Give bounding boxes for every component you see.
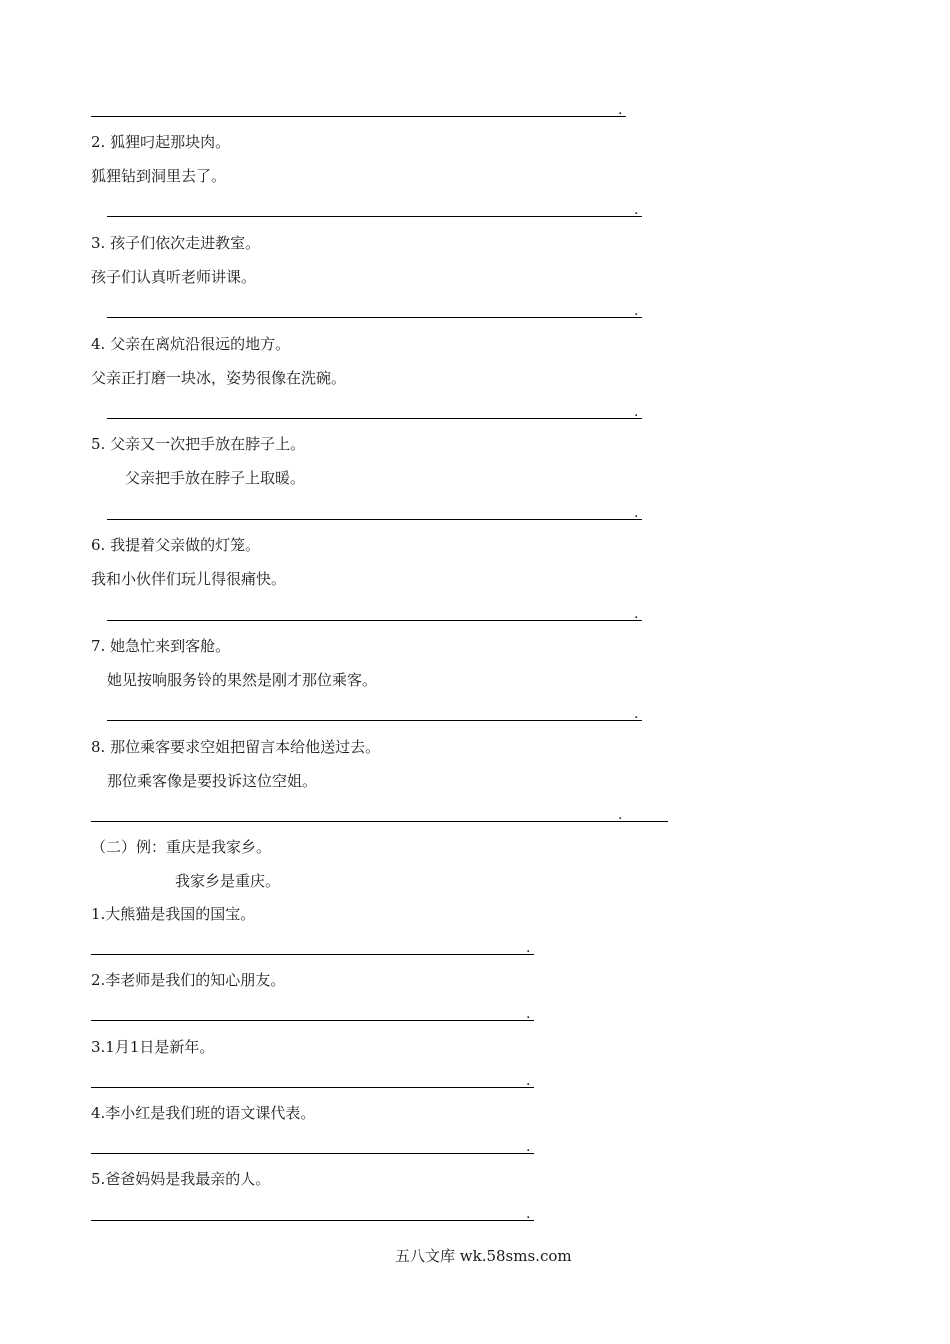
answer-line: [91, 1220, 534, 1221]
item-3-sentence-b: 孩子们认真听老师讲课。: [91, 268, 257, 286]
item-8-sentence-a: 8. 那位乘客要求空姐把留言本给他送过去。: [91, 738, 381, 756]
footer-watermark: 五八文库 wk.58sms.com: [395, 1247, 572, 1265]
answer-line: [91, 821, 668, 822]
section-2-example: 我家乡是重庆。: [175, 872, 281, 890]
answer-line: [91, 116, 626, 117]
period-mark: .: [526, 1139, 531, 1155]
section-2-item-2: 2.李老师是我们的知心朋友。: [91, 971, 286, 989]
item-2-sentence-b: 狐狸钻到洞里去了。: [91, 167, 227, 185]
answer-line: [107, 317, 642, 318]
answer-line: [91, 1153, 534, 1154]
answer-line: [91, 954, 534, 955]
period-mark: .: [526, 1206, 531, 1222]
period-mark: .: [634, 404, 639, 420]
item-7-sentence-b: 她见按响服务铃的果然是刚才那位乘客。: [107, 671, 378, 689]
answer-line: [91, 1087, 534, 1088]
item-3-sentence-a: 3. 孩子们依次走进教室。: [91, 234, 261, 252]
item-4-sentence-b: 父亲正打磨一块冰，姿势很像在洗碗。: [91, 369, 347, 387]
section-2-item-1: 1.大熊猫是我国的国宝。: [91, 905, 256, 923]
item-2-sentence-a: 2. 狐狸叼起那块肉。: [91, 133, 231, 151]
section-2-item-3: 3.1月1日是新年。: [91, 1038, 215, 1056]
period-mark: .: [634, 303, 639, 319]
period-mark: .: [634, 202, 639, 218]
section-2-heading: （二）例：重庆是我家乡。: [91, 838, 272, 856]
section-2-item-4: 4.李小红是我们班的语文课代表。: [91, 1104, 316, 1122]
section-2-item-5: 5.爸爸妈妈是我最亲的人。: [91, 1170, 271, 1188]
period-mark: .: [618, 102, 623, 118]
item-5-sentence-b: 父亲把手放在脖子上取暖。: [125, 469, 306, 487]
item-6-sentence-a: 6. 我提着父亲做的灯笼。: [91, 536, 261, 554]
answer-line: [107, 720, 642, 721]
period-mark: .: [526, 940, 531, 956]
answer-line: [107, 216, 642, 217]
item-6-sentence-b: 我和小伙伴们玩儿得很痛快。: [91, 570, 287, 588]
answer-line: [91, 1020, 534, 1021]
period-mark: .: [618, 807, 623, 823]
answer-line: [107, 620, 642, 621]
item-7-sentence-a: 7. 她急忙来到客舱。: [91, 637, 231, 655]
period-mark: .: [634, 505, 639, 521]
item-4-sentence-a: 4. 父亲在离炕沿很远的地方。: [91, 335, 291, 353]
period-mark: .: [634, 706, 639, 722]
item-8-sentence-b: 那位乘客像是要投诉这位空姐。: [107, 772, 318, 790]
answer-line: [107, 418, 642, 419]
item-5-sentence-a: 5. 父亲又一次把手放在脖子上。: [91, 435, 306, 453]
period-mark: .: [634, 606, 639, 622]
answer-line: [107, 519, 642, 520]
period-mark: .: [526, 1073, 531, 1089]
period-mark: .: [526, 1006, 531, 1022]
